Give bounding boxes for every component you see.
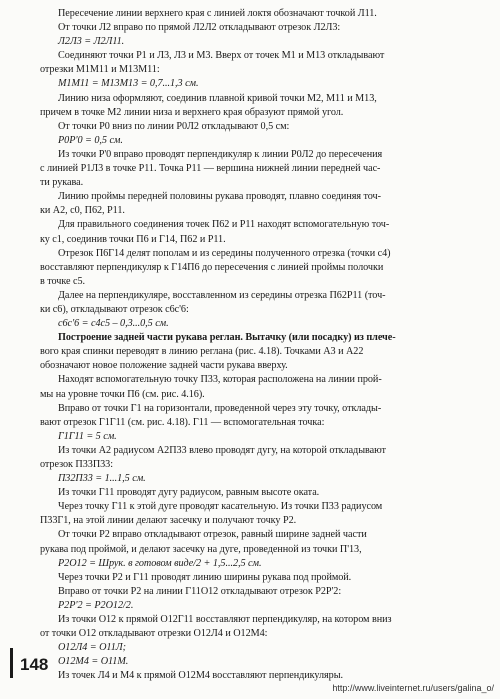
text-line: Вправо от точки Р2 на линии Г11О12 откладывают отрезок Р2Р'2: (58, 585, 342, 597)
text-line: Из точек Л4 и М4 к прямой О12М4 восставляют перпендикуляры. (58, 670, 344, 682)
text-line: ки с6), откладывают отрезок с6с'6: (40, 303, 189, 315)
text-line: Из точки Г11 проводят дугу радиусом, равным высоте оката. (58, 487, 320, 499)
text-line: ки А2, с0, П62, Р11. (40, 205, 125, 217)
formula-line: с6с'6 = с4с5 – 0,3...0,5 см. (58, 318, 169, 330)
formula-line: Р0Р'0 = 0,5 см. (58, 134, 123, 146)
formula-line: Р2О12 = Шрук. в готовом виде/2 + 1,5...2,5 см. (58, 557, 262, 569)
text-line: от точки О12 откладывают отрезки О12Л4 и О12М4: (40, 628, 268, 640)
page-number: 148 (20, 655, 49, 674)
text-line: Пересечение линии верхнего края с линией локтя обозначают точкой Л11. (58, 8, 377, 19)
text-line: П33Г1, на этой линии делают засечку и получают точку Р2. (40, 515, 297, 527)
text-line: От точки Л2 вправо по прямой Л2Л2 откладывают отрезок Л2Л3: (58, 22, 341, 34)
formula-line: О12М4 = О11М. (58, 656, 129, 668)
formula-line: Л2Л3 = Л2Л11. (58, 36, 125, 48)
text-line: Отрезок П6Г14 делят пополам и из середины полученного отрезка (точки с4) (58, 247, 391, 259)
text-line: ку с1, соединив точки П6 и Г14, П62 и Р11. (40, 233, 226, 245)
section-heading-line (40, 331, 492, 345)
text-line: отрезки М1М11 и М13М11: (40, 64, 160, 76)
section-heading: Построение задней части рукава реглан. Вытачку (или посадку) из плече- (58, 332, 396, 344)
text-line: рукава под проймой, и делают засечку на дуге, проведенной из точки П'13, (40, 543, 362, 555)
text-line: ти рукава. (40, 177, 84, 189)
formula-line: Г1Г11 = 5 см. (58, 430, 117, 442)
text-line: Линию проймы передней половины рукава проводят, плавно соединяя точ- (58, 191, 381, 203)
text-line: восставляют перпендикуляр к Г14П6 до пересечения с линией проймы полочки (40, 261, 384, 273)
text-line: Соединяют точки Р1 и Л3, Л3 и М3. Вверх от точек М1 и М13 откладывают (58, 50, 385, 62)
watermark-url: http://www.liveinternet.ru/users/galina_o/ (332, 683, 494, 693)
text-line: Линию низа оформляют, соединив плавной кривой точки М2, М11 и М13, (58, 92, 377, 104)
formula-line: О12Л4 = О11Л; (58, 642, 126, 654)
body-text (40, 7, 492, 684)
text-line: обозначают новое положение задней части рукава вверху. (40, 360, 288, 372)
text-line: Из точки О12 к прямой О12Г11 восставляют перпендикуляр, на котором вниз (58, 614, 392, 626)
formula-line: М1М11 = М13М13 = 0,7...1,3 см. (58, 78, 199, 90)
text-line: с линией Р1Л3 в точке Р11. Точка Р11 — вершина нижней линии передней час- (40, 163, 381, 175)
page-margin-bar (10, 648, 13, 678)
formula-line: П32П33 = 1...1,5 см. (58, 473, 146, 485)
text-line: в точке с5. (40, 275, 86, 287)
text-line: Находят вспомогательную точку П33, которая расположена на линии прой- (58, 374, 382, 386)
text-line: вают отрезок Г1Г11 (см. рис. 4.18). Г11 — вспомогательная точка: (40, 416, 325, 428)
text-line: мы на уровне точки П6 (см. рис. 4.16). (40, 388, 205, 400)
text-line: Через точку Г11 к этой дуге проводят касательную. Из точки П33 радиусом (58, 501, 383, 513)
text-line: Из точки Р'0 вправо проводят перпендикуляр к линии Р0Л2 до пересечения (58, 148, 383, 160)
text-line: причем в точке М2 линии низа и верхнего края образуют прямой угол. (40, 106, 344, 118)
text-line: От точки Р0 вниз по линии Р0Л2 откладывают 0,5 см: (58, 120, 290, 132)
text-line: Вправо от точки Г1 на горизонтали, проведенной через эту точку, отклады- (58, 402, 382, 414)
text-line: Для правильного соединения точек П62 и Р11 находят вспомогательную точ- (58, 219, 390, 231)
text-line: Далее на перпендикуляре, восставленном из середины отрезка П62Р11 (точ- (58, 289, 386, 301)
text-line: От точки Р2 вправо откладывают отрезок, равный ширине задней части (58, 529, 367, 541)
text-line: вого края спинки переводят в линию реглана (рис. 4.18). Точками А3 и А22 (40, 346, 364, 358)
text-line: Через точки Р2 и Г11 проводят линию ширины рукава под проймой. (58, 571, 352, 583)
text-line: отрезок П33П33: (40, 459, 114, 470)
text-line: Из точки А2 радиусом А2П33 влево проводят дугу, на которой откладывают (58, 444, 386, 456)
formula-line: Р2Р'2 = Р2О12/2. (58, 599, 134, 611)
